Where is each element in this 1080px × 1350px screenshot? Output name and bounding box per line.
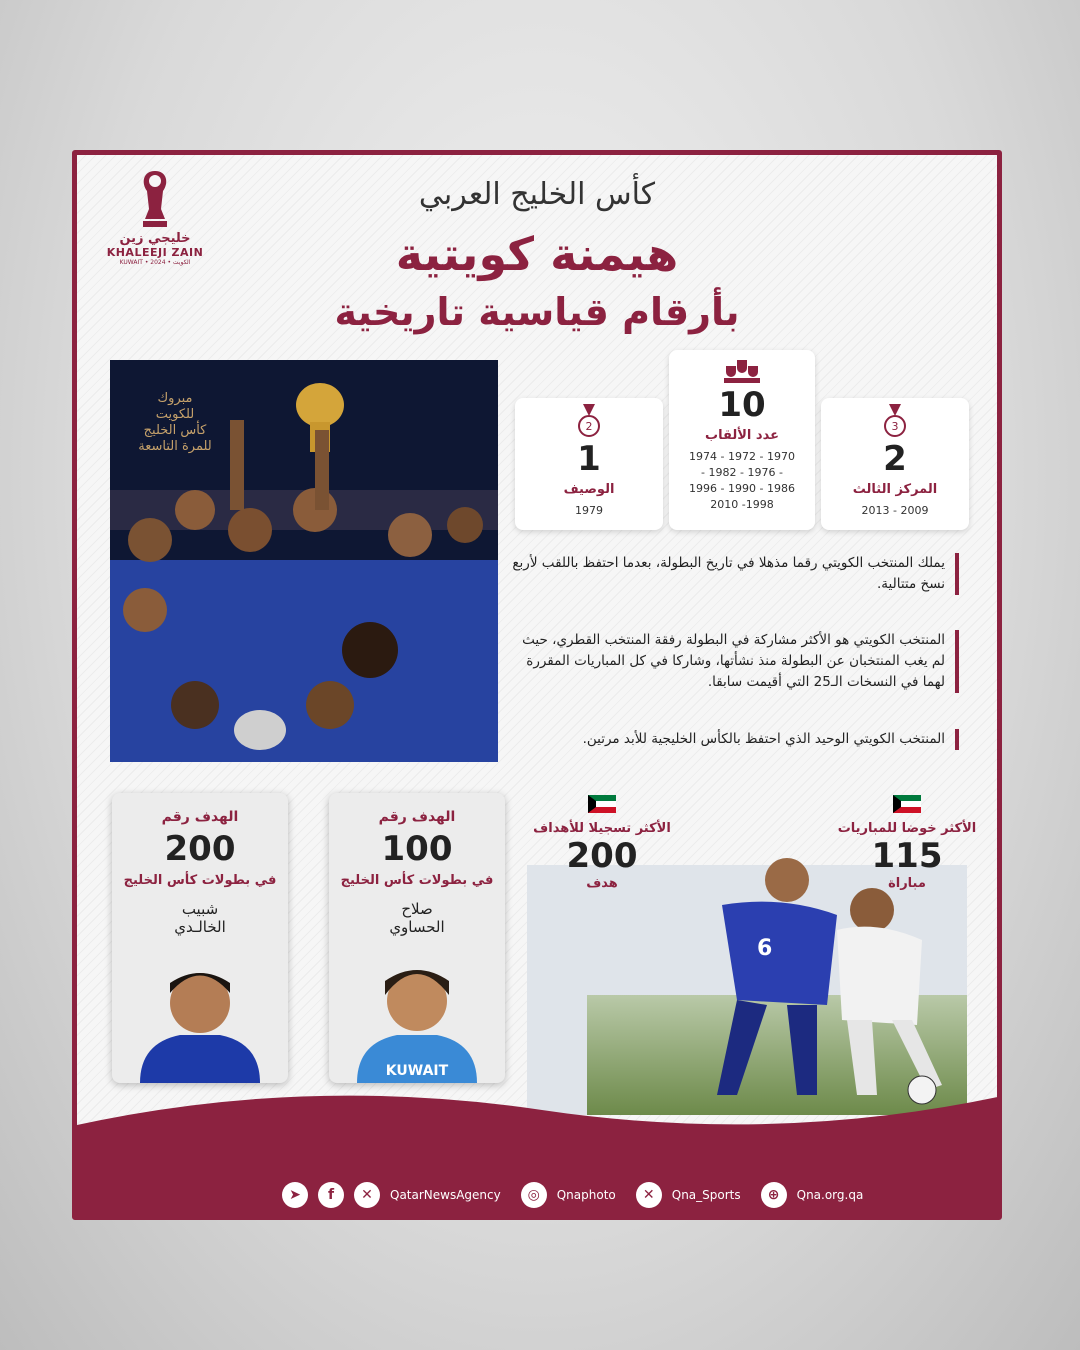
kuwait-flag-icon <box>588 795 616 813</box>
trophies-icon <box>722 356 762 384</box>
x-sports-handle[interactable]: Qna_Sports <box>671 1188 741 1202</box>
goal-200-subtitle: في بطولات كأس الخليج <box>123 873 277 888</box>
trophy-celebration-photo <box>110 360 498 762</box>
most-goals-unit: هدف <box>586 876 618 891</box>
goal-100-subtitle: في بطولات كأس الخليج <box>340 873 494 888</box>
pretitle: كأس الخليج العربي <box>418 177 656 212</box>
fact-consecutive-titles: يملك المنتخب الكويتي رقما مذهلا في تاريخ البطولة، بعدما احتفظ باللقب لأربع نسخ متتالية. <box>505 553 959 595</box>
goal-100-card <box>329 793 505 1083</box>
globe-icon[interactable]: ⊕ <box>761 1182 787 1208</box>
goal-100-last-name: الحساوي <box>389 918 445 936</box>
logo-tagline: KUWAIT • 2024 • الكويت <box>119 259 191 266</box>
x-icon[interactable]: ✕ <box>354 1182 380 1208</box>
most-matches-unit: مباراة <box>888 876 926 891</box>
goal-200-number: 200 <box>164 829 236 869</box>
most-goals-number: 200 <box>566 836 638 876</box>
titles-label: عدد الألقاب <box>705 428 779 443</box>
most-goals-label: الأكثر تسجيلا للأهداف <box>533 821 671 836</box>
infographic-poster <box>72 150 1002 1220</box>
most-goals-stat <box>527 795 677 891</box>
x-handle[interactable]: QatarNewsAgency <box>390 1188 501 1202</box>
fact-kept-cup-twice: المنتخب الكويتي الوحيد الذي احتفظ بالكأس الخليجية للأبد مرتين. <box>505 729 959 750</box>
social-links <box>282 1180 873 1210</box>
banner-line-4: للمرة التاسعة <box>138 439 212 454</box>
silver-medal-icon <box>577 404 601 438</box>
facebook-icon[interactable]: f <box>318 1182 344 1208</box>
runner-up-count: 1 <box>577 439 601 479</box>
page-subtitle: بأرقام قياسية تاريخية <box>334 290 740 334</box>
goal-200-last-name: الخالـدي <box>174 918 226 936</box>
banner-line-2: للكويت <box>155 407 195 422</box>
goal-100-first-name: صلاح <box>401 900 433 918</box>
goal-200-title: الهدف رقم <box>161 809 239 825</box>
runner-up-label: الوصيف <box>563 482 615 497</box>
titles-years: 1974 - 1972 - 1970 - 1982 - 1976 - 1996 - 1990 - 1986 2010 -1998 <box>689 450 795 511</box>
most-matches-stat <box>832 795 982 891</box>
svg-text:3: 3 <box>891 420 899 433</box>
bronze-medal-icon <box>883 404 907 438</box>
telegram-icon[interactable]: ➤ <box>282 1182 308 1208</box>
banner-line-1: مبروك <box>157 391 193 406</box>
x-sports-icon[interactable]: ✕ <box>636 1182 662 1208</box>
instagram-icon[interactable]: ◎ <box>521 1182 547 1208</box>
kuwait-flag-icon <box>893 795 921 813</box>
player-portrait-khaldi <box>130 953 270 1083</box>
third-place-card <box>821 398 969 530</box>
runner-up-card <box>515 398 663 530</box>
third-place-label: المركز الثالث <box>852 482 938 497</box>
svg-text:2: 2 <box>585 420 593 433</box>
fact-most-participation: المنتخب الكويتي هو الأكثر مشاركة في البطولة رفقة المنتخب القطري، حيث لم يغب المنتخبان عن البطولة منذ نشأتها، وشاركا في كل المباريات المقررة لهما في النسخات الـ25 التي أقيمت سابقا. <box>505 630 959 693</box>
third-place-count: 2 <box>883 439 907 479</box>
goal-200-first-name: شبيب <box>181 900 219 918</box>
runner-up-years: 1979 <box>575 504 603 517</box>
third-place-years: 2013 - 2009 <box>861 504 929 517</box>
instagram-handle[interactable]: Qnaphoto <box>556 1188 616 1202</box>
logo-english-text: KHALEEJI ZAIN <box>106 246 204 259</box>
titles-count: 10 <box>718 385 766 425</box>
logo-arabic-text: خليجي زين <box>119 231 191 246</box>
most-matches-number: 115 <box>871 836 943 876</box>
goal-100-title: الهدف رقم <box>378 809 456 825</box>
website-link[interactable]: Qna.org.qa <box>796 1188 864 1202</box>
banner-line-3: كأس الخليج <box>143 423 207 438</box>
goal-200-card <box>112 793 288 1083</box>
titles-card <box>669 350 815 530</box>
blue-jersey-number: 6 <box>757 936 773 961</box>
page-title: هيمنة كويتية <box>395 227 679 281</box>
goal-100-number: 100 <box>381 829 453 869</box>
jersey-text: KUWAIT <box>385 1063 449 1079</box>
player-portrait-hasawi <box>347 953 487 1083</box>
most-matches-label: الأكثر خوضا للمباريات <box>837 821 977 836</box>
